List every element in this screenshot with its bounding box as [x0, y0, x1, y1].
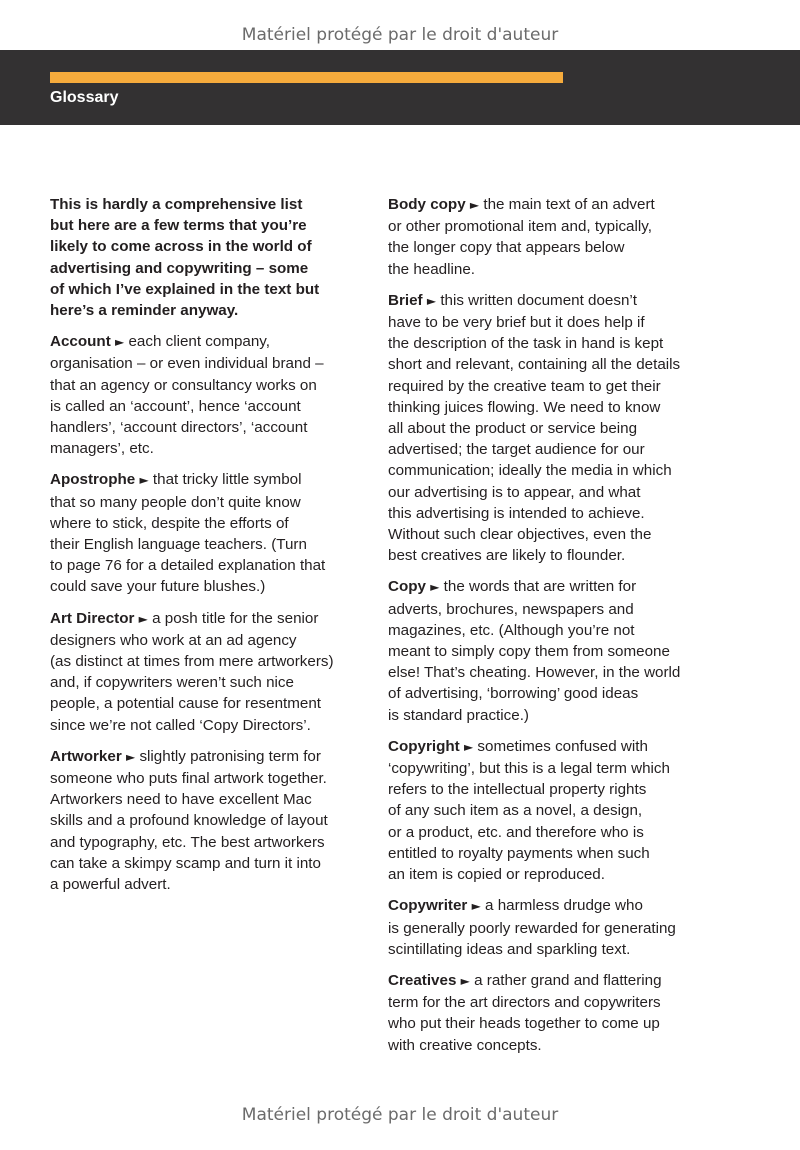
definition-text: else! That’s cheating. However, in the world — [388, 664, 681, 682]
arrow-right-icon: ► — [426, 293, 437, 308]
glossary-entry-brief — [388, 290, 700, 567]
definition-text: their English language teachers. (Turn — [50, 536, 307, 554]
entry-line — [388, 620, 700, 641]
entry-line — [388, 939, 700, 960]
entry-line — [388, 779, 700, 800]
glossary-term: Art Director — [50, 609, 135, 627]
glossary-entry-art-director — [50, 608, 350, 736]
definition-text: that so many people don’t quite know — [50, 493, 301, 511]
intro-line: here’s a reminder anyway. — [50, 302, 239, 320]
entry-line — [50, 555, 350, 576]
entry-line — [388, 354, 700, 375]
entry-line — [50, 630, 350, 651]
entry-line — [388, 1035, 700, 1056]
watermark-top: Matériel protégé par le droit d'auteur — [241, 25, 559, 45]
arrow-right-icon: ► — [460, 973, 470, 988]
glossary-term: Copywriter — [388, 897, 468, 915]
entry-line — [388, 683, 700, 704]
entry-line — [50, 438, 350, 459]
entry-line — [388, 758, 700, 779]
definition-text: a harmless drudge who — [485, 897, 643, 915]
definition-text: and typography, etc. The best artworkers — [50, 833, 325, 851]
glossary-entry-account — [50, 331, 350, 459]
definition-text: the description of the task in hand is kept — [388, 335, 664, 353]
definition-text: best creatives are likely to flounder. — [388, 547, 626, 565]
entry-line — [388, 822, 700, 843]
section-title: Glossary — [50, 89, 119, 106]
entry-line — [50, 789, 350, 810]
glossary-entry-creatives — [388, 970, 700, 1056]
entry-line — [388, 1013, 700, 1034]
definition-text: a rather grand and flattering — [474, 971, 662, 989]
definition-text: each client company, — [128, 333, 270, 351]
entry-line — [50, 810, 350, 831]
entry-line — [50, 651, 350, 672]
definition-text: slightly patronising term for — [139, 747, 321, 765]
entry-line — [388, 705, 700, 726]
entry-line — [388, 259, 700, 280]
entry-line — [388, 576, 700, 598]
entry-line — [50, 608, 350, 630]
definition-text: thinking juices flowing. We need to know — [388, 398, 661, 416]
definition-text: our advertising is to appear, and what — [388, 483, 641, 501]
entry-line — [388, 418, 700, 439]
entry-line — [388, 397, 700, 418]
definition-text: and, if copywriters weren’t such nice — [50, 674, 294, 692]
definition-text: the longer copy that appears below — [388, 239, 625, 257]
definition-text: this written document doesn’t — [440, 291, 638, 309]
definition-text: where to stick, despite the efforts of — [50, 514, 289, 532]
entry-line — [50, 353, 350, 374]
entry-line — [388, 599, 700, 620]
definition-text: sometimes confused with — [477, 737, 648, 755]
glossary-term: Copy — [388, 578, 426, 596]
entry-line — [50, 576, 350, 597]
definition-text: communication; ideally the media in which — [388, 462, 672, 480]
entry-line — [50, 469, 350, 491]
entry-line — [50, 693, 350, 714]
definition-text: someone who puts final artwork together. — [50, 770, 327, 788]
definition-text: the headline. — [388, 260, 475, 278]
glossary-term: Apostrophe — [50, 471, 136, 489]
definition-text: who put their heads together to come up — [388, 1015, 660, 1033]
definition-text: skills and a profound knowledge of layout — [50, 812, 328, 830]
watermark-bottom: Matériel protégé par le droit d'auteur — [241, 1105, 559, 1125]
definition-text: designers who work at an ad agency — [50, 631, 297, 649]
definition-text: this advertising is intended to achieve. — [388, 504, 645, 522]
definition-text: a powerful advert. — [50, 876, 171, 894]
arrow-right-icon: ► — [463, 739, 474, 754]
definition-text: (as distinct at times from mere artworkers) — [50, 653, 334, 671]
entry-line — [388, 662, 700, 683]
entry-line — [50, 715, 350, 736]
entry-line — [50, 375, 350, 396]
header-band — [0, 50, 800, 125]
definition-text: short and relevant, containing all the details — [388, 356, 681, 374]
definition-text: advertised; the target audience for our — [388, 441, 645, 459]
glossary-term: Creatives — [388, 971, 457, 989]
entry-line — [388, 864, 700, 885]
glossary-term: Artworker — [50, 747, 122, 765]
entry-line — [388, 545, 700, 566]
definition-text: scintillating ideas and sparkling text. — [388, 940, 631, 958]
definition-text: Without such clear objectives, even the — [388, 526, 652, 544]
arrow-right-icon: ► — [138, 611, 148, 626]
definition-text: have to be very brief but it does help if — [388, 314, 645, 332]
definition-text: the main text of an advert — [483, 196, 655, 213]
intro-paragraph — [50, 194, 350, 321]
definition-text: or other promotional item and, typically, — [388, 218, 652, 236]
definition-text: meant to simply copy them from someone — [388, 643, 670, 661]
definition-text: ‘copywriting’, but this is a legal term which — [388, 760, 670, 778]
entry-line — [388, 641, 700, 662]
entry-line — [50, 768, 350, 789]
entry-line — [388, 524, 700, 545]
entry-line — [388, 290, 700, 312]
intro-line: but here are a few terms that you’re — [50, 217, 307, 235]
entry-line — [50, 492, 350, 513]
arrow-right-icon: ► — [471, 899, 481, 914]
definition-text: entitled to royalty payments when such — [388, 844, 650, 862]
entry-line — [388, 918, 700, 939]
entry-line — [388, 895, 700, 917]
entry-line — [50, 396, 350, 417]
entry-line — [388, 333, 700, 354]
definition-text: a posh title for the senior — [152, 609, 319, 627]
glossary-entry-copyright — [388, 736, 700, 885]
entry-line — [388, 970, 700, 992]
definition-text: of advertising, ‘borrowing’ good ideas — [388, 685, 639, 703]
glossary-term: Account — [50, 333, 111, 351]
definition-text: an item is copied or reproduced. — [388, 866, 605, 884]
entry-line — [50, 874, 350, 895]
definition-text: the words that are written for — [443, 578, 637, 596]
definition-text: that tricky little symbol — [152, 471, 302, 489]
glossary-term: Copyright — [388, 737, 460, 755]
definition-text: magazines, etc. (Although you’re not — [388, 621, 635, 639]
entry-line — [50, 534, 350, 555]
arrow-right-icon: ► — [139, 473, 149, 488]
definition-text: handlers’, ‘account directors’, ‘account — [50, 419, 308, 437]
definition-text: Artworkers need to have excellent Mac — [50, 791, 312, 809]
entry-line — [388, 482, 700, 503]
definition-text: is standard practice.) — [388, 706, 529, 724]
glossary-entry-copywriter — [388, 895, 700, 960]
arrow-right-icon: ► — [469, 198, 480, 212]
entry-line — [50, 331, 350, 353]
accent-bar — [50, 72, 563, 83]
definition-text: organisation – or even individual brand – — [50, 355, 324, 373]
glossary-term: Body copy — [388, 196, 466, 213]
definition-text: that an agency or consultancy works on — [50, 376, 317, 394]
definition-text: is generally poorly rewarded for generating — [388, 919, 676, 937]
entry-line — [388, 216, 700, 237]
definition-text: of any such item as a novel, a design, — [388, 802, 643, 820]
definition-text: refers to the intellectual property rights — [388, 781, 647, 799]
entry-line — [50, 417, 350, 438]
right-entries — [388, 194, 700, 1056]
definition-text: managers’, etc. — [50, 440, 154, 458]
left-entries — [50, 331, 350, 895]
definition-text: required by the creative team to get their — [388, 377, 661, 395]
definition-text: all about the product or service being — [388, 420, 638, 438]
entry-line — [50, 832, 350, 853]
intro-line: advertising and copywriting – some — [50, 259, 309, 277]
definition-text: with creative concepts. — [388, 1036, 542, 1054]
definition-text: term for the art directors and copywriters — [388, 994, 661, 1012]
definition-text: people, a potential cause for resentment — [50, 695, 322, 713]
entry-line — [388, 503, 700, 524]
definition-text: or a product, etc. and therefore who is — [388, 823, 644, 841]
entry-line — [50, 513, 350, 534]
glossary-entry-body-copy — [388, 194, 700, 280]
arrow-right-icon: ► — [114, 335, 125, 350]
intro-line: This is hardly a comprehensive list — [50, 196, 303, 213]
entry-line — [50, 853, 350, 874]
entry-line — [388, 237, 700, 258]
entry-line — [388, 376, 700, 397]
definition-text: adverts, brochures, newspapers and — [388, 600, 634, 618]
entry-line — [388, 439, 700, 460]
entry-line — [388, 800, 700, 821]
glossary-entry-copy — [388, 576, 700, 725]
glossary-entry-apostrophe — [50, 469, 350, 597]
definition-text: can take a skimpy scamp and turn it into — [50, 854, 321, 872]
entry-line — [50, 746, 350, 768]
entry-line — [388, 843, 700, 864]
glossary-entry-artworker — [50, 746, 350, 895]
arrow-right-icon: ► — [125, 749, 136, 764]
glossary-term: Brief — [388, 291, 423, 309]
definition-text: to page 76 for a detailed explanation that — [50, 557, 326, 575]
intro-line: of which I’ve explained in the text but — [50, 280, 320, 298]
entry-line — [388, 736, 700, 758]
definition-text: since we’re not called ‘Copy Directors’. — [50, 716, 311, 734]
right-column — [388, 194, 700, 1066]
entry-line — [50, 672, 350, 693]
entry-line — [388, 460, 700, 481]
entry-line — [388, 194, 700, 216]
arrow-right-icon: ► — [430, 580, 440, 595]
entry-line — [388, 992, 700, 1013]
left-column — [50, 194, 350, 905]
definition-text: is called an ‘account’, hence ‘account — [50, 397, 301, 415]
intro-line: likely to come across in the world of — [50, 238, 312, 256]
entry-line — [388, 312, 700, 333]
definition-text: could save your future blushes.) — [50, 578, 266, 596]
